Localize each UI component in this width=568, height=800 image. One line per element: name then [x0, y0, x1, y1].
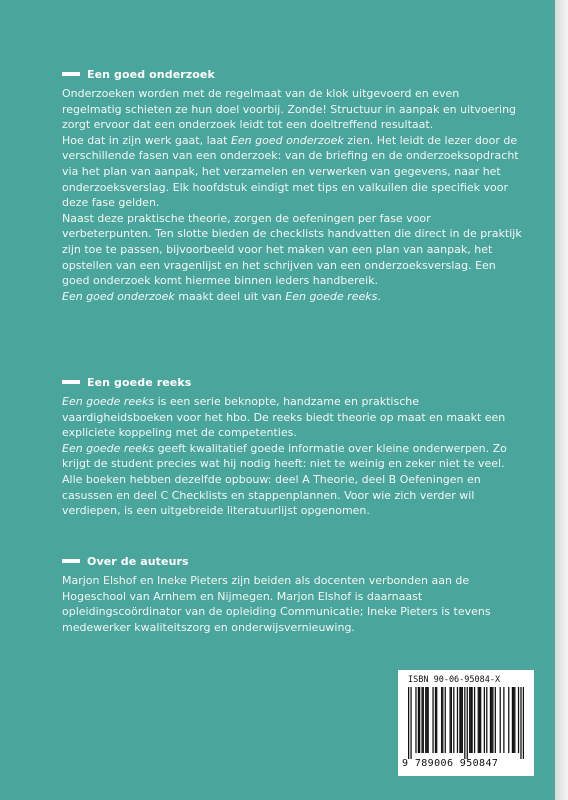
text-run: Hoe dat in zijn werk gaat, laat	[62, 133, 231, 147]
italic-text: Een goede reeks	[62, 395, 155, 408]
italic-text: Een goede reeks	[62, 441, 155, 455]
text-run: Naast deze praktische theorie, zorgen de oefeningen per fase voor verbeterpunten. Ten slotte bieden de checklists handvatten die direct in de praktijk zijn toe te passen, bijvoorbeeld voor het maken van een plan van aanpak, het opstellen van een vragenlijst en het schrijven van een onderzoeksverslag. Een goed onderzoek komt hiermee binnen ieders handbereik.	[62, 211, 522, 288]
section-title: Een goed onderzoek	[87, 67, 215, 81]
body-paragraph	[62, 394, 522, 441]
text-run: geeft kwalitatief goede informatie over kleine onderwerpen. Zo krijgt de student precies wat hij nodig heeft: niet te weinig en zeker niet te veel. Alle boeken hebben dezelfde opbouw: deel A Theorie, deel B Oefeningen en casussen en deel C Checklists en stappenplannen. Voor wie zich verder wil verdiepen, is een uitgebreide literatuurlijst opgenomen.	[62, 441, 507, 518]
body-paragraph	[62, 441, 522, 519]
barcode-bars	[408, 687, 524, 759]
heading-bar-marker	[62, 72, 80, 76]
barcode-digits: 9 789006 950847	[402, 758, 499, 769]
text-run: Onderzoeken worden met de regelmaat van de klok uitgevoerd en even regelmatig schieten ze hun doel voorbij. Zonde! Structuur in aanpak en uitvoering zorgt ervoor dat een onderzoek leidt tot een doeltreffend resultaat.	[62, 87, 517, 132]
body-paragraph	[62, 289, 522, 305]
text-run: zien. Het leidt de lezer door de verschillende fasen van een onderzoek: van de briefing en de onderzoeksopdracht via het plan van aanpak, het verzamelen en verwerken van gegevens, naar het onderzoeksverslag. Elk hoofdstuk eindigt met tips en valkuilen die specifiek voor deze fase gelden.	[62, 133, 519, 210]
section-heading	[62, 375, 522, 389]
text-run: maakt deel uit van	[174, 289, 286, 303]
italic-text: Een goed onderzoek	[62, 289, 175, 303]
section-heading	[62, 67, 522, 81]
section-over-de-auteurs	[62, 554, 522, 635]
section-title: Een goede reeks	[87, 375, 192, 389]
section-body	[62, 573, 522, 635]
section-heading	[62, 554, 522, 568]
section-een-goed-onderzoek	[62, 67, 522, 304]
isbn-label: ISBN 90-06-95084-X	[408, 675, 501, 685]
body-paragraph	[62, 211, 522, 289]
section-body	[62, 86, 522, 304]
text-run: Marjon Elshof en Ineke Pieters zijn beiden als docenten verbonden aan de Hogeschool van Arnhem en Nijmegen. Marjon Elshof is daarnaast opleidingscoördinator van de opleiding Communicatie; Ineke Pieters is tevens medewerker kwaliteitszorg en onderwijsvernieuwing.	[62, 574, 491, 634]
body-paragraph	[62, 133, 522, 211]
section-title: Over de auteurs	[87, 554, 189, 568]
heading-bar-marker	[62, 559, 80, 563]
heading-bar-marker	[62, 380, 80, 384]
isbn-barcode	[398, 670, 534, 776]
page-edge	[555, 0, 568, 800]
italic-text: Een goede reeks	[285, 289, 378, 303]
body-paragraph	[62, 573, 522, 635]
section-een-goede-reeks	[62, 375, 522, 519]
section-body	[62, 394, 522, 519]
body-paragraph	[62, 86, 522, 133]
text-run: .	[377, 289, 381, 303]
text-run: is een serie beknopte, handzame en praktische vaardigheidsboeken voor het hbo. De reeks biedt theorie op maat en maakt een expliciete koppeling met de competenties.	[62, 395, 506, 440]
italic-text: Een goed onderzoek	[230, 133, 344, 147]
